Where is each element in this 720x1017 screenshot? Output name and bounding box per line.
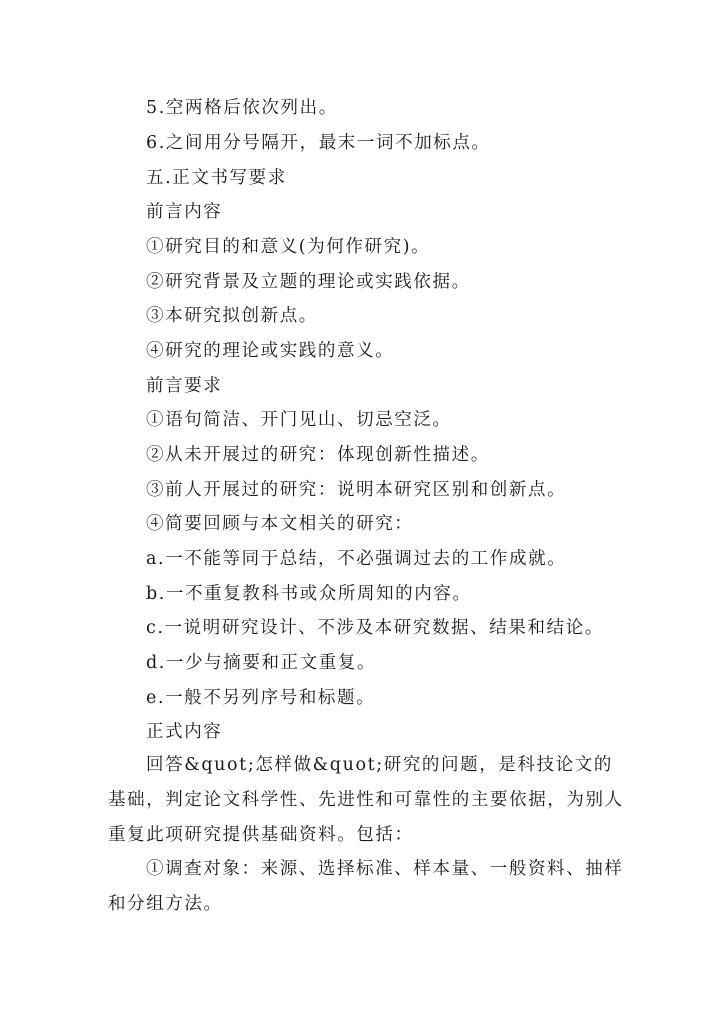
subsection-heading: 正式内容 [146,722,223,742]
body-paragraph: ①调查对象：来源、选择标准、样本量、一般资料、抽样和分组方法。 [108,859,624,914]
text-line: b.一不重复教科书或众所周知的内容。 [146,584,472,604]
text-line: ②从未开展过的研究：体现创新性描述。 [146,445,490,465]
text-line: a.一不能等同于总结，不必强调过去的工作成就。 [146,549,567,569]
subsection-heading: 前言内容 [146,202,223,222]
text-line: ④研究的理论或实践的意义。 [146,341,395,361]
body-paragraph: 回答&quot;怎样做&quot;研究的问题，是科技论文的基础，判定论文科学性、先进性和可靠性的主要依据，为别人重复此项研究提供基础资料。包括： [108,755,624,845]
text-line: c.一说明研究设计、不涉及本研究数据、结果和结论。 [146,618,604,638]
text-line: d.一少与摘要和正文重复。 [146,653,377,673]
text-line: 5.空两格后依次列出。 [146,98,338,118]
text-line: ④简要回顾与本文相关的研究： [146,514,414,534]
text-line: ②研究背景及立题的理论或实践依据。 [146,272,471,292]
text-line: ③前人开展过的研究：说明本研究区别和创新点。 [146,480,567,500]
text-line: e.一般不另列序号和标题。 [146,688,376,708]
text-line: ①研究目的和意义(为何作研究)。 [146,237,431,257]
text-line: 6.之间用分号隔开，最末一词不加标点。 [146,133,491,153]
subsection-heading: 前言要求 [146,376,223,396]
text-line: ①语句简洁、开门见山、切忌空泛。 [146,410,452,430]
section-heading: 五.正文书写要求 [146,168,287,188]
text-line: ③本研究拟创新点。 [146,306,318,326]
